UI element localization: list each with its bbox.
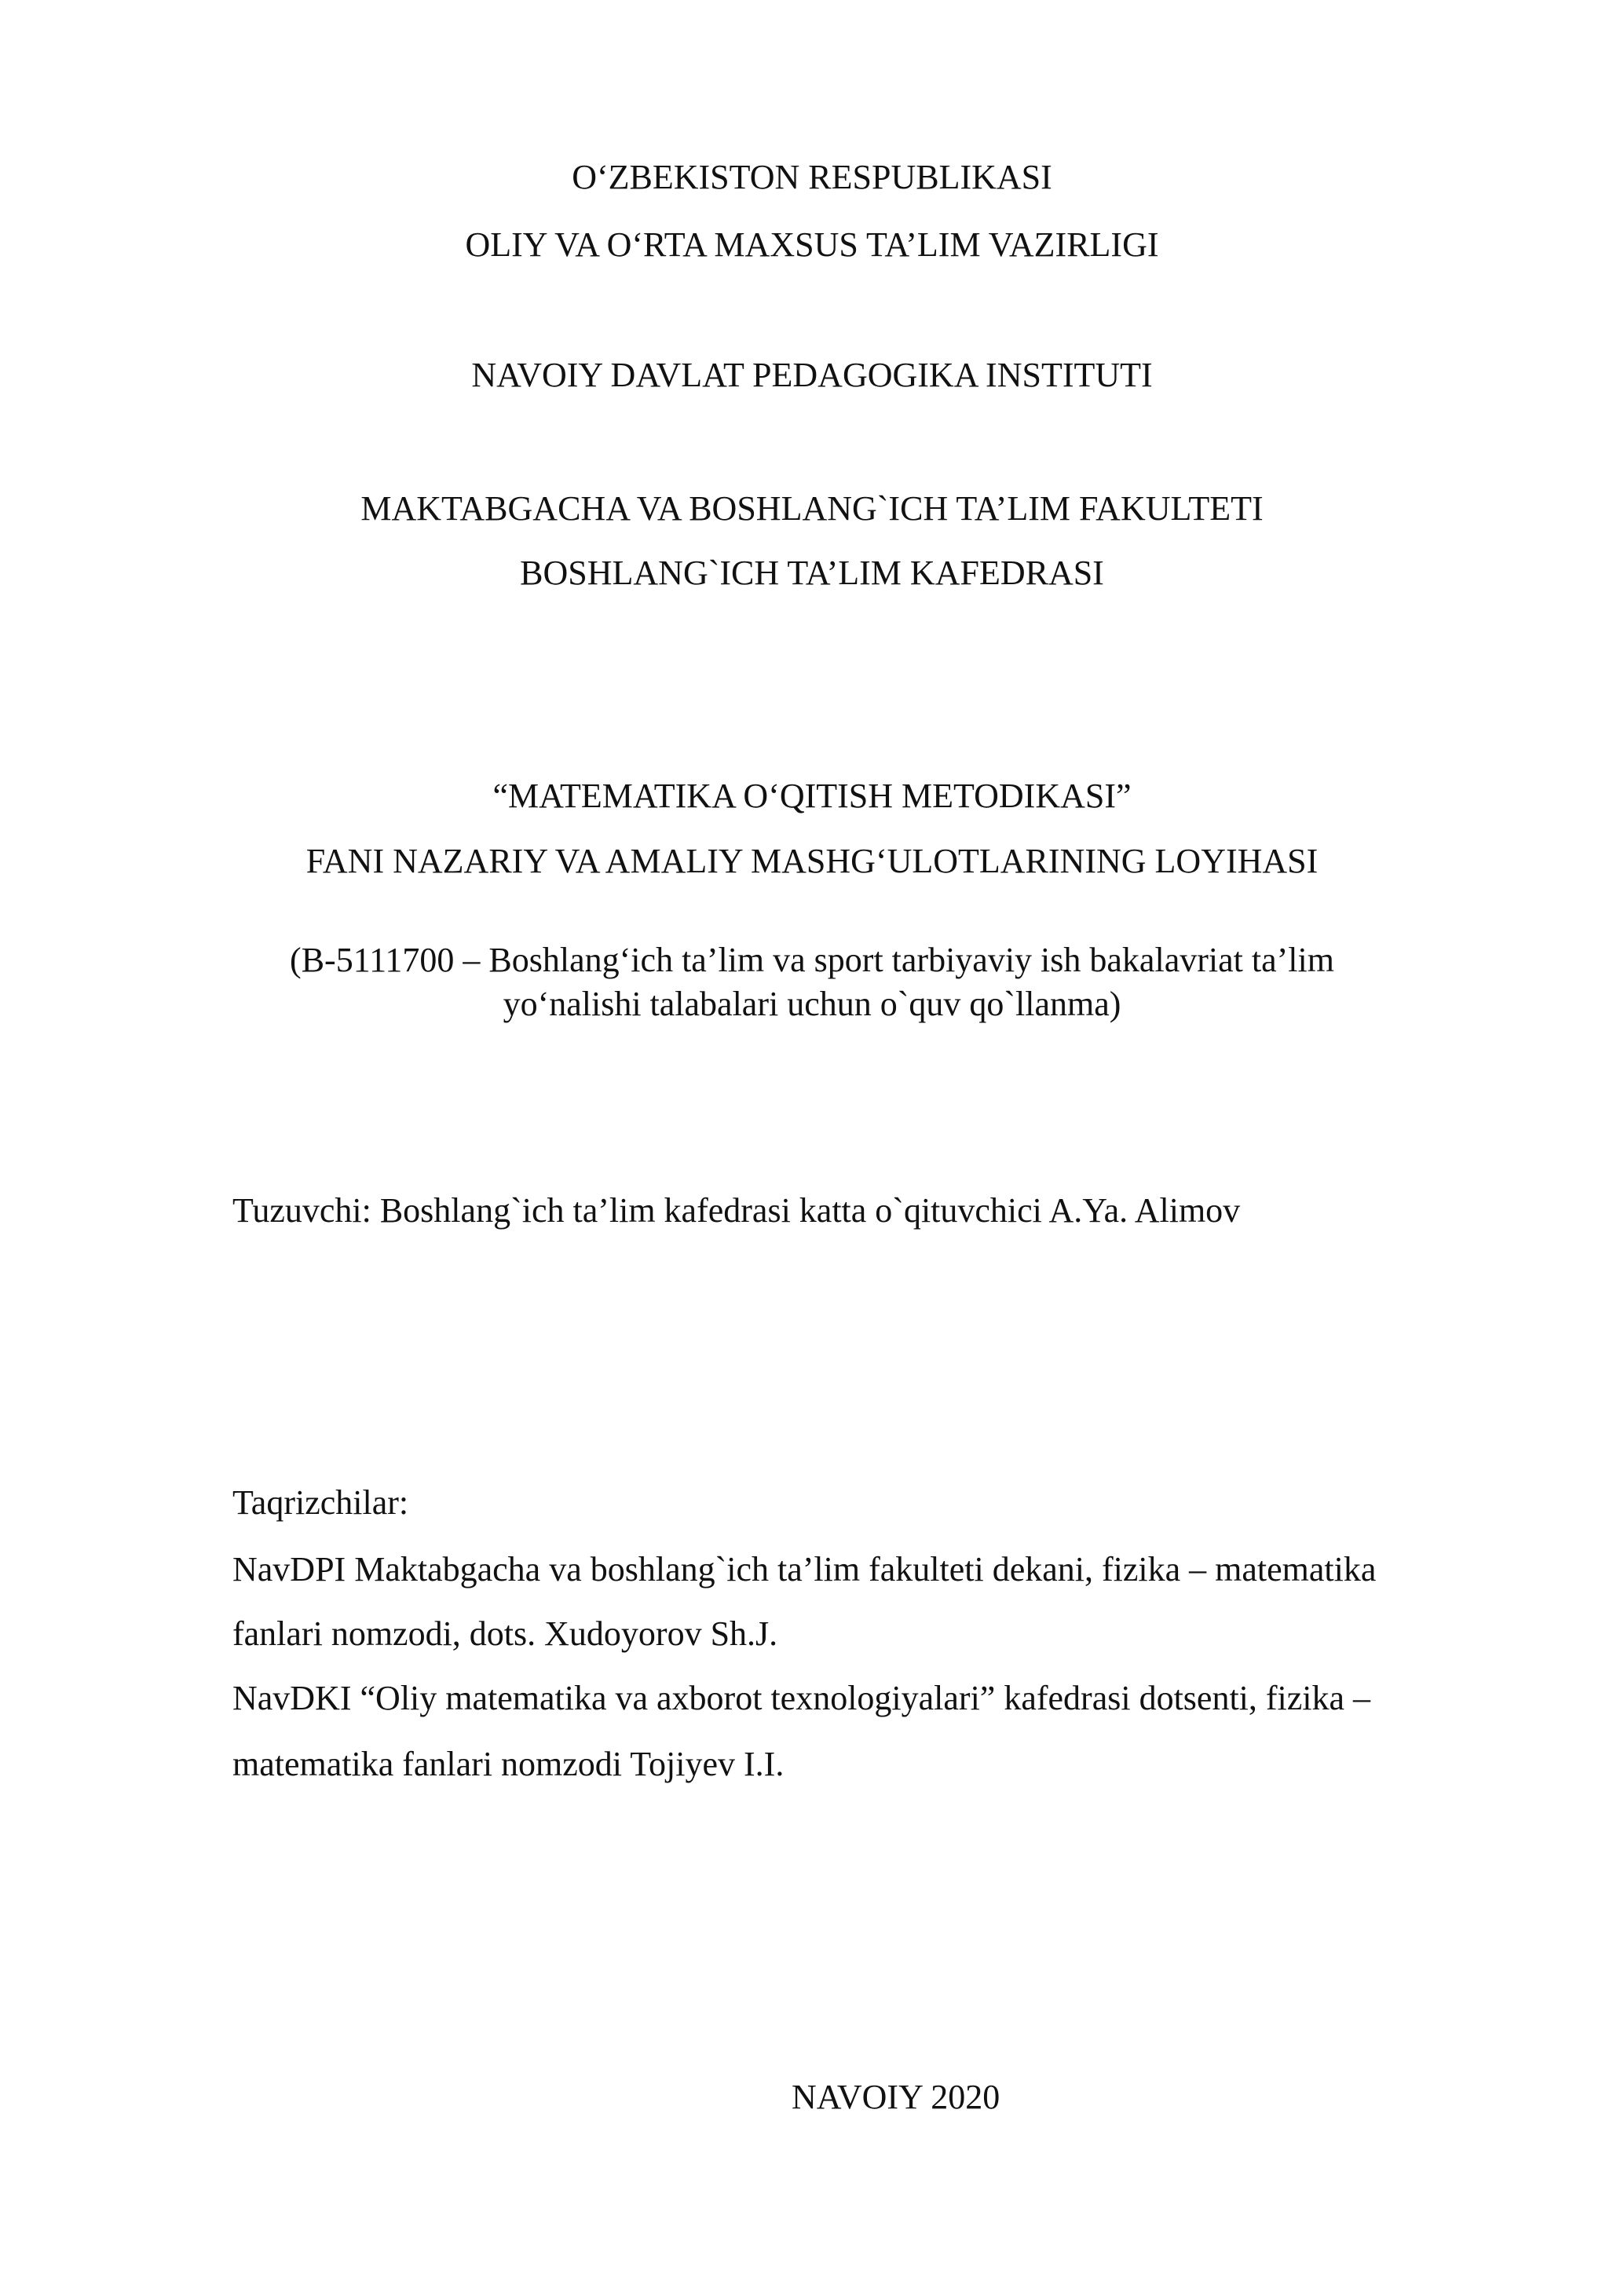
ministry-line-2: OLIY VA O‘RTA MAXSUS TA’LIM VAZIRLIGI — [465, 225, 1159, 264]
ministry-line-1: O‘ZBEKISTON RESPUBLIKASI — [572, 158, 1052, 196]
document-title-line-1: “MATEMATIKA O‘QITISH METODIKASI” — [492, 777, 1132, 815]
document-title-line-2: FANI NAZARIY VA AMALIY MASHG‘ULOTLARINING LOYIHASI — [305, 842, 1319, 880]
reviewer-1-line-2: fanlari nomzodi, dots. Xudoyorov Sh.J. — [232, 1614, 778, 1653]
faculty-name: MAKTABGACHA VA BOSHLANG`ICH TA’LIM FAKULTETI — [360, 489, 1264, 528]
place-and-year: NAVOIY 2020 — [792, 2078, 1000, 2116]
reviewer-2-line-1: NavDKI “Oliy matematika va axborot texnologiyalari” kafedrasi dotsenti, fizika – — [232, 1679, 1371, 1717]
reviewers-heading: Taqrizchilar: — [232, 1483, 409, 1522]
institute-name: NAVOIY DAVLAT PEDAGOGIKA INSTITUTI — [471, 356, 1153, 394]
subtitle-line-1: (B-5111700 – Boshlang‘ich ta’lim va sport tarbiyaviy ish bakalavriat ta’lim — [290, 941, 1334, 979]
reviewer-2-line-2: matematika fanlari nomzodi Tojiyev I.I. — [232, 1745, 785, 1783]
department-name: BOSHLANG`ICH TA’LIM KAFEDRASI — [520, 554, 1104, 592]
reviewer-1-line-1: NavDPI Maktabgacha va boshlang`ich ta’lim fakulteti dekani, fizika – matematika — [232, 1550, 1377, 1589]
subtitle-line-2: yo‘nalishi talabalari uchun o`quv qo`llanma) — [503, 985, 1121, 1023]
author-line: Tuzuvchi: Boshlang`ich ta’lim kafedrasi katta o`qituvchici A.Ya. Alimov — [232, 1191, 1241, 1230]
